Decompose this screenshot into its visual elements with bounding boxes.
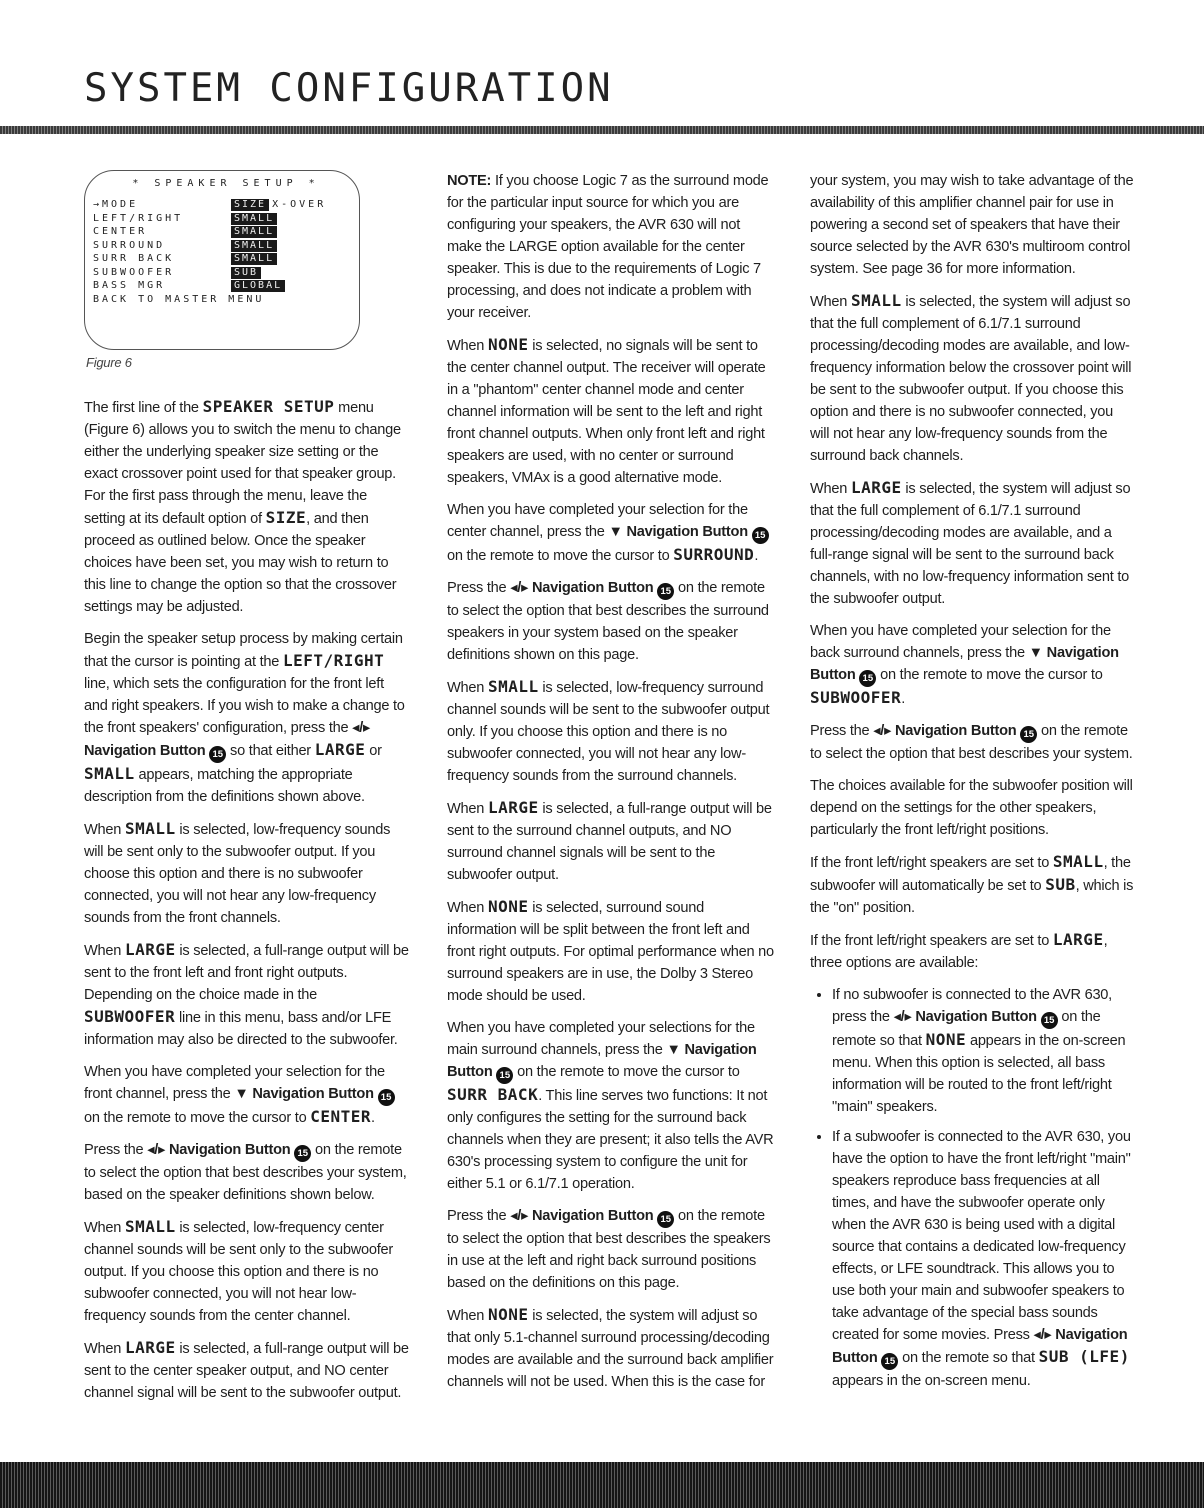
paragraph: If the front left/right speakers are set to LARGE, three options are available: [810,930,1108,971]
osd-row-surr-back [93,252,359,266]
paragraph: When SMALL is selected, low-frequency surround channel sounds will be sent to the subwoofer output only. If you choose this option and there is no subwoofer connected, you will not hear any low-frequency sounds from the surround channels. [447,677,770,784]
osd-header: * SPEAKER SETUP * [132,178,320,189]
osd-row-left-right [93,212,359,226]
button-15-icon: 15 [657,583,674,600]
paragraph: When you have completed your selection for the center channel, press the ▼ Navigation Button 15 on the remote to move the cursor to SURROUND. [447,499,777,567]
paragraph: When LARGE is selected, a full-range output will be sent to the surround channel outputs, and NO surround channel signals will be sent to the subwoofer output. [447,798,772,883]
paragraph: The first line of the SPEAKER SETUP menu (Figure 6) allows you to switch the menu to change either the underlying speaker size setting or the exact crossover point used for that speaker group. For the first pass through the menu, leave the setting at its default option of SIZE, and then proceed as outlined below. Once the speaker choices have been set, you may wish to return to this line to change the option so that the crossover settings may be adjusted. [84,397,401,615]
button-15-icon: 15 [1041,1012,1058,1029]
paragraph: When SMALL is selected, the system will adjust so that the full complement of 6.1/7.1 surround processing/decoding modes are available, and low-frequency information below the crossover point will be sent to the subwoofer output. If you choose this option and there is no subwoofer connected, you will not hear any low-frequency sounds from the surround back channels. [810,291,1132,464]
paragraph: Press the ◂/▸ Navigation Button 15 on the remote to select the option that best describes your system. [810,723,1133,762]
osd-row-center [93,225,359,239]
osd-value: SMALL [231,213,277,225]
subwoofer-options-list [810,984,1134,1392]
down-arrow-icon: ▼ [608,524,623,540]
osd-row-bass-mgr [93,279,359,293]
paragraph: The choices available for the subwoofer position will depend on the settings for the other speakers, particularly the front left/right positions. [810,778,1133,838]
note-paragraph: NOTE: If you choose Logic 7 as the surround mode for the particular input source for which you are configuring your speakers, the AVR 630 will not make the LARGE option available for the center speaker. This is due to the requirements of Logic 7 processing, and does not indicate a problem with your receiver. [447,173,769,321]
osd-row-subwoofer [93,266,359,280]
paragraph: Press the ◂/▸ Navigation Button 15 on the remote to select the option that best describes the speakers in use at the left and right back surround positions based on the definitions on this page. [447,1208,771,1291]
paragraph: When you have completed your selections for the main surround channels, press the ▼ Navigation Button 15 on the remote to move the cursor to SURR BACK. This line serves two functions: It not only configures the setting for the surround back channels when they are present; it also tells the AVR 630's processing system to configure the unit for either 5.1 or 6.1/7.1 operation. [447,1020,774,1192]
osd-label: SUBWOOFER [93,266,175,278]
paragraph: When NONE is selected, surround sound information will be split between the front left and front right outputs. For optimal performance when no surround speakers are in use, the Dolby 3 Stereo mode should be used. [447,897,774,1004]
down-arrow-icon: ▼ [666,1042,681,1058]
column-middle [447,170,777,1403]
osd-value: SMALL [231,240,277,252]
paragraph: When SMALL is selected, low-frequency center channel sounds will be sent only to the subwoofer output. If you choose this option and there is no subwoofer connected, you will not hear low-frequency sounds from the center channel. [84,1217,394,1324]
column-right [810,170,1134,1402]
osd-label: LEFT/RIGHT [93,212,184,224]
osd-alt-option: X-OVER [272,199,327,210]
paragraph: Press the ◂/▸ Navigation Button 15 on the remote to select the option that best describes your system, based on the speaker definitions shown below. [84,1142,407,1203]
paragraph: When LARGE is selected, the system will adjust so that the full complement of 6.1/7.1 surround processing/decoding modes are available, and a full-range signal will be sent to the surround back channels, with no low-frequency information sent to the subwoofer output. [810,478,1131,607]
paragraph: When LARGE is selected, a full-range output will be sent to the front left and front right outputs. Depending on the choice made in the SUBWOOFER line in this menu, bass and/or LFE information may also be directed to the subwoofer. [84,940,409,1048]
osd-label: →MODE [93,199,139,210]
button-15-icon: 15 [209,746,226,763]
osd-label: SURROUND [93,239,166,251]
down-arrow-icon: ▼ [1028,645,1043,661]
button-15-icon: 15 [378,1089,395,1106]
paragraph: When NONE is selected, the system will adjust so that only 5.1-channel surround processing/decoding modes are available and the surround back amplifier channels will not be used. When this is the case for [447,1305,774,1390]
paragraph: When you have completed your selection for the back surround channels, press the ▼ Navigation Button 15 on the remote to move the cursor to SUBWOOFER. [810,623,1119,707]
osd-value: GLOBAL [231,280,285,292]
page-title: SYSTEM CONFIGURATION [84,66,614,111]
button-15-icon: 15 [496,1067,513,1084]
button-15-icon: 15 [752,527,769,544]
osd-value: SIZE [231,199,269,211]
osd-speaker-setup-figure [84,170,360,350]
column-left [84,170,410,1414]
paragraph: When LARGE is selected, a full-range output will be sent to the center speaker output, and NO center channel signal will be sent to the subwoofer output. [84,1338,409,1401]
osd-row-mode [93,198,359,212]
button-15-icon: 15 [859,670,876,687]
paragraph: When SMALL is selected, low-frequency sounds will be sent only to the subwoofer output. If you choose this option and there is no subwoofer connected, you will not hear any low-frequency sounds from the front channels. [84,819,391,926]
button-15-icon: 15 [294,1145,311,1162]
osd-label: CENTER [93,226,148,237]
figure-caption: Figure 6 [86,355,132,370]
button-15-icon: 15 [657,1211,674,1228]
paragraph: Press the ◂/▸ Navigation Button 15 on the remote to select the option that best describes the surround speakers in your system based on the speaker definitions shown on this page. [447,580,769,663]
osd-label: SURR BACK [93,253,175,264]
osd-row-surround [93,239,359,253]
button-15-icon: 15 [881,1353,898,1370]
osd-value: SMALL [231,226,277,238]
osd-footer: BACK TO MASTER MENU [93,293,265,305]
paragraph: your system, you may wish to take advantage of the availability of this amplifier channel pair for use in powering a second set of speakers that have their source selected by the AVR 630's multiroom control system. See page 36 for more information. [810,173,1134,277]
header-rule [0,126,1204,134]
paragraph: When you have completed your selection for the front channel, press the ▼ Navigation Button 15 on the remote to move the cursor to CENTER. [84,1061,410,1129]
down-arrow-icon: ▼ [234,1086,249,1102]
button-15-icon: 15 [1020,726,1037,743]
paragraph: When NONE is selected, no signals will be sent to the center channel output. The receiver will operate in a "phantom" center channel mode and center channel information will be sent to the left and right front channel outputs. When only front left and right speakers are used, with no center or surround speakers, VMAx is a good alternative mode. [447,335,766,486]
footer-band [0,1462,1204,1508]
list-item: • If a subwoofer is connected to the AVR 630, you have the option to have the front left/right "main" speakers reproduce bass frequencies at all times, and have the subwoofer operate only when the AVR 630 is being used with a digital source that contains a dedicated low-frequency effects, or LFE soundtrack. This allows you to use both your main and subwoofer speakers to take advantage of the special bass sounds created for some movies. Press ◂/▸ Navigation Button 15 on the remote so that SUB (LFE) appears in the on-screen menu. [832,1126,1134,1392]
osd-label: BASS MGR [93,280,166,291]
paragraph: Begin the speaker setup process by making certain that the cursor is pointing at the LEFT/RIGHT line, which sets the configuration for the front left and right speakers. If you wish to make a change to the front speakers' configuration, press the ◂/▸ Navigation Button 15 so that either LARGE or SMALL appears, matching the appropriate description from the definitions shown above. [84,631,405,805]
paragraph: If the front left/right speakers are set to SMALL, the subwoofer will automatically be set to SUB, which is the "on" position. [810,852,1134,916]
osd-value: SUB [231,267,261,279]
list-item: • If no subwoofer is connected to the AVR 630, press the ◂/▸ Navigation Button 15 on the remote so that NONE appears in the on-screen menu. When this option is selected, all bass information will be routed to the front left/right "main" speakers. [832,984,1134,1118]
osd-value: SMALL [231,253,277,265]
